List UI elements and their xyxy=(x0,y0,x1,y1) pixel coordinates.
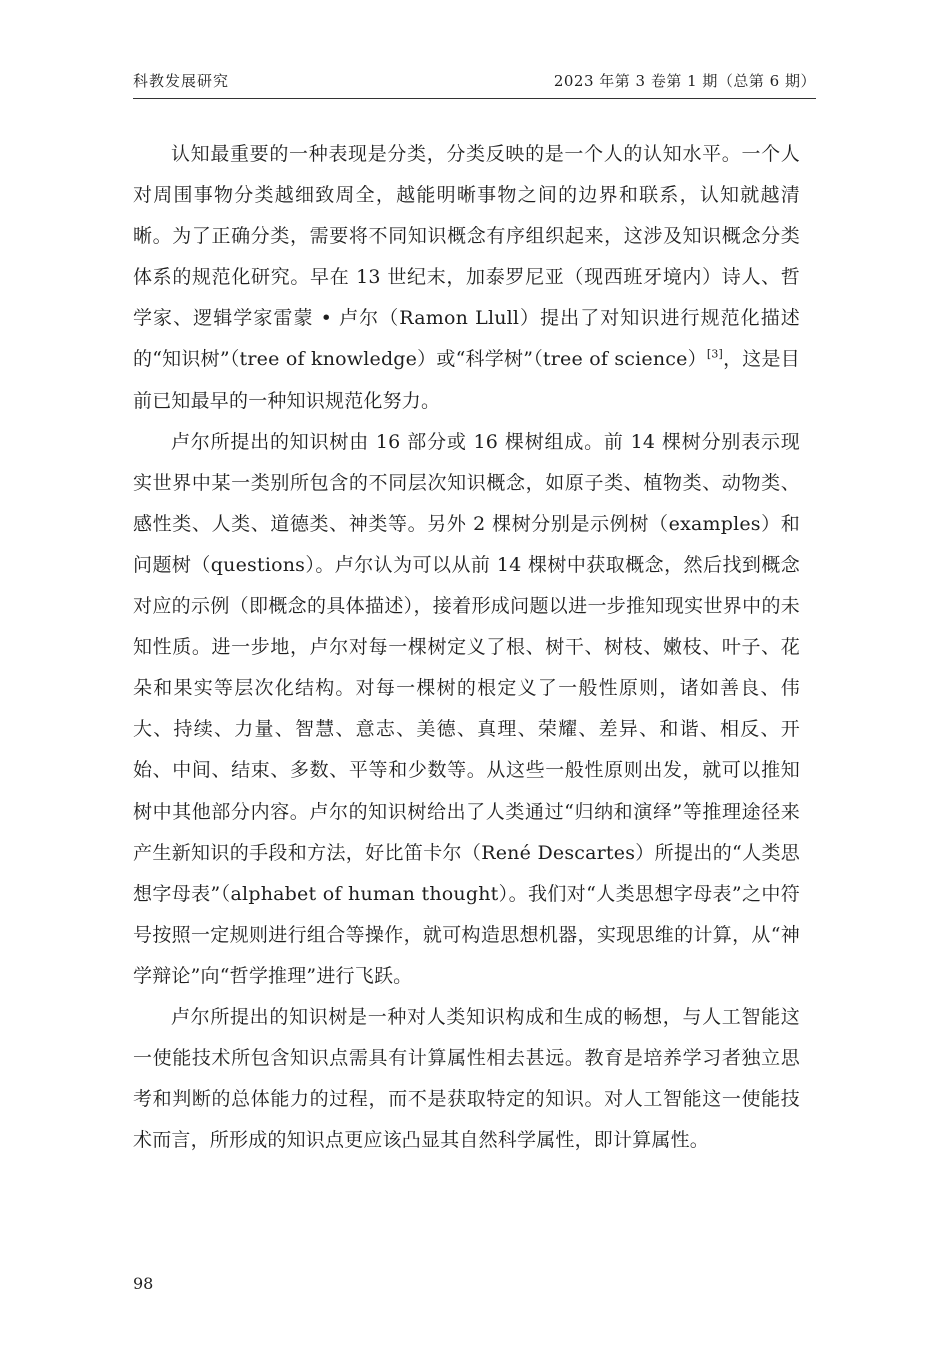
article-body xyxy=(133,134,800,1161)
paragraph-1-text-after: ，这是目前已知最早的一种知识规范化努力。 xyxy=(133,348,800,412)
issue-info: 2023 年第 3 卷第 1 期（总第 6 期） xyxy=(553,72,816,90)
paragraph-1 xyxy=(133,134,800,422)
journal-title: 科教发展研究 xyxy=(133,72,230,90)
running-header xyxy=(133,62,816,99)
paragraph-2: 卢尔所提出的知识树由 16 部分或 16 棵树组成。前 14 棵树分别表示现实世界中某一类别所包含的不同层次知识概念，如原子类、植物类、动物类、感性类、人类、道德类、神类等。另外 2 棵树分别是示例树（examples）和问题树（questions）。卢尔认为可以从前 14 棵树中获取概念，然后找到概念对应的示例（即概念的具体描述），接着形成问题以进一步推知现实世界中的未知性质。进一步地，卢尔对每一棵树定义了根、树干、树枝、嫩枝、叶子、花朵和果实等层次化结构。对每一棵树的根定义了一般性原则，诸如善良、伟大、持续、力量、智慧、意志、美德、真理、荣耀、差异、和谐、相反、开始、中间、结束、多数、平等和少数等。从这些一般性原则出发，就可以推知树中其他部分内容。卢尔的知识树给出了人类通过“归纳和演绎”等推理途径来产生新知识的手段和方法，好比笛卡尔（René Descartes）所提出的“人类思想字母表”（alphabet of human thought）。我们对“人类思想字母表”之中符号按照一定规则进行组合等操作，就可构造思想机器，实现思维的计算，从“神学辩论”向“哲学推理”进行飞跃。 xyxy=(133,430,800,987)
paragraph-3: 卢尔所提出的知识树是一种对人类知识构成和生成的畅想，与人工智能这一使能技术所包含知识点需具有计算属性相去甚远。教育是培养学习者独立思考和判断的总体能力的过程，而不是获取特定的知识。对人工智能这一使能技术而言，所形成的知识点更应该凸显其自然科学属性，即计算属性。 xyxy=(133,1005,800,1152)
paragraph-1-text: 认知最重要的一种表现是分类，分类反映的是一个人的认知水平。一个人对周围事物分类越细致周全，越能明晰事物之间的边界和联系，认知就越清晰。为了正确分类，需要将不同知识概念有序组织起来，这涉及知识概念分类体系的规范化研究。早在 13 世纪末，加泰罗尼亚（现西班牙境内）诗人、哲学家、逻辑学家雷蒙 • 卢尔（Ramon Llull）提出了对知识进行规范化描述的“知识树”（tree of knowledge）或“科学树”（tree of science） xyxy=(133,143,800,371)
page-number: 98 xyxy=(133,1274,154,1293)
citation-ref[interactable]: [3] xyxy=(706,348,724,362)
